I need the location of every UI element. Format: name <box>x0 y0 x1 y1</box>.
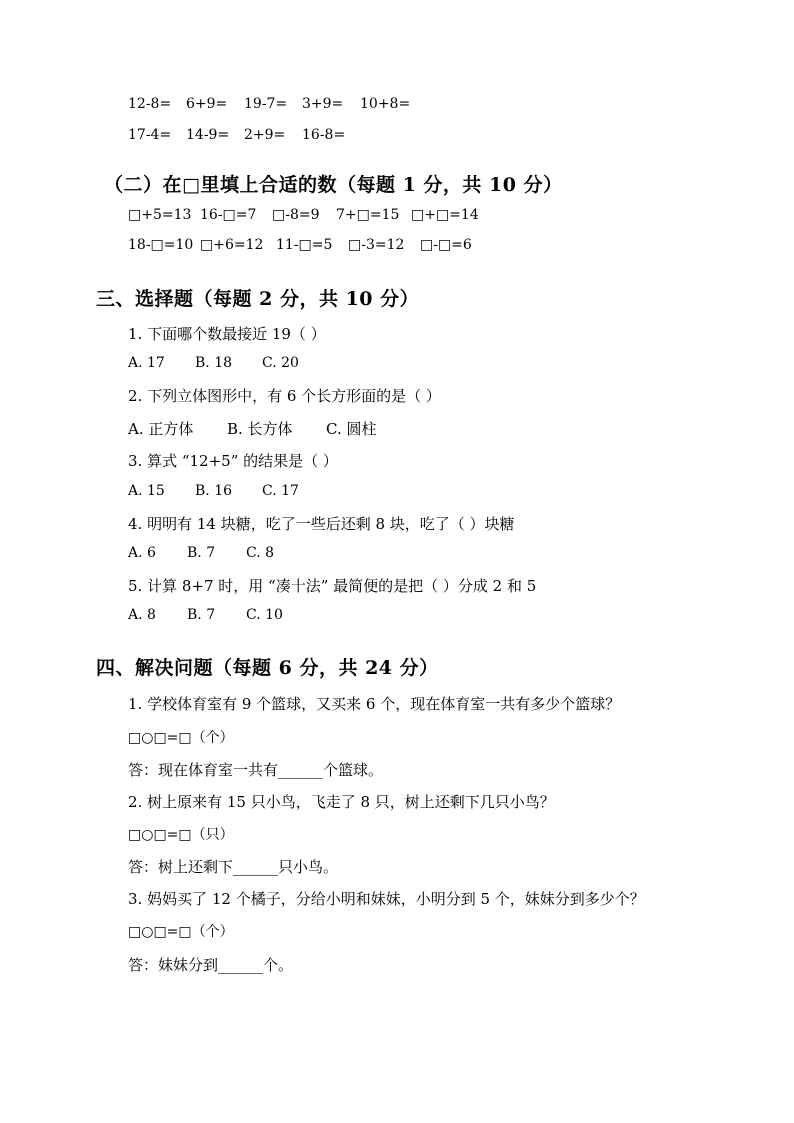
section-4-title: 四、解决问题（每题 6 分，共 24 分） <box>96 657 439 679</box>
answer-2: 答：树上还剩下______只小鸟。 <box>128 858 339 876</box>
choice-a: A. 正方体 <box>128 420 194 438</box>
calc-item: 17-4= <box>128 127 172 143</box>
fill-item: □+6=12 <box>200 237 264 253</box>
choice-c: C. 17 <box>262 483 299 499</box>
choice-a: A. 15 <box>128 483 165 499</box>
question-2: 2. 下列立体图形中，有 6 个长方形面的是（ ） <box>128 387 441 405</box>
choice-b: B. 18 <box>195 355 233 371</box>
answer-1: 答：现在体育室一共有______个篮球。 <box>128 761 384 779</box>
section-2-title: （二）在□里填上合适的数（每题 1 分，共 10 分） <box>104 174 563 196</box>
answer-3: 答：妹妹分到______个。 <box>128 956 294 974</box>
choice-c: C. 20 <box>262 355 299 371</box>
question-4: 4. 明明有 14 块糖，吃了一些后还剩 8 块，吃了（ ）块糖 <box>128 515 515 533</box>
fill-item: □+□=14 <box>411 207 479 223</box>
problem-1: 1. 学校体育室有 9 个篮球，又买来 6 个，现在体育室一共有多少个篮球？ <box>128 695 621 713</box>
problem-3: 3. 妈妈买了 12 个橘子，分给小明和妹妹，小明分到 5 个，妹妹分到多少个？ <box>128 890 645 908</box>
fill-item: □-3=12 <box>348 237 405 253</box>
fill-item: □-□=6 <box>420 237 472 253</box>
choice-c: C. 10 <box>246 607 283 623</box>
fill-row-1 <box>128 207 479 223</box>
question-3: 3. 算式 “12+5” 的结果是（ ） <box>128 452 338 470</box>
choice-b: B. 长方体 <box>227 420 293 438</box>
calc-item: 2+9= <box>244 127 286 143</box>
fill-item: □-8=9 <box>272 207 320 223</box>
calc-item: 16-8= <box>302 127 346 143</box>
equation-3: □○□=□（个） <box>128 924 234 940</box>
section-3-title: 三、选择题（每题 2 分，共 10 分） <box>96 288 420 310</box>
fill-item: 11-□=5 <box>276 237 333 253</box>
choices-2 <box>128 418 376 439</box>
calc-item: 14-9= <box>186 127 230 143</box>
choice-c: C. 圆柱 <box>326 420 377 438</box>
calc-item: 3+9= <box>302 96 344 112</box>
fill-row-2 <box>128 237 472 253</box>
calc-row-1 <box>128 96 410 112</box>
choice-b: B. 7 <box>187 607 216 623</box>
calc-item: 19-7= <box>244 96 288 112</box>
equation-2: □○□=□（只） <box>128 827 234 843</box>
fill-item: 7+□=15 <box>336 207 400 223</box>
choice-a: A. 6 <box>128 545 156 561</box>
calc-item: 12-8= <box>128 96 172 112</box>
problem-2: 2. 树上原来有 15 只小鸟，飞走了 8 只，树上还剩下几只小鸟？ <box>128 793 555 811</box>
choice-a: A. 8 <box>128 607 156 623</box>
choices-3 <box>128 483 299 499</box>
choices-4 <box>128 545 274 561</box>
equation-1: □○□=□（个） <box>128 730 234 746</box>
choice-b: B. 7 <box>187 545 216 561</box>
choices-1 <box>128 355 299 371</box>
choice-a: A. 17 <box>128 355 165 371</box>
fill-item: 16-□=7 <box>200 207 257 223</box>
calc-item: 10+8= <box>360 96 411 112</box>
calc-item: 6+9= <box>186 96 228 112</box>
choices-5 <box>128 607 283 623</box>
question-1: 1. 下面哪个数最接近 19（ ） <box>128 325 326 343</box>
choice-b: B. 16 <box>195 483 233 499</box>
question-5: 5. 计算 8+7 时，用 “凑十法” 最简便的是把（ ）分成 2 和 5 <box>128 577 537 595</box>
fill-item: □+5=13 <box>128 207 192 223</box>
calc-row-2 <box>128 127 345 143</box>
fill-item: 18-□=10 <box>128 237 194 253</box>
choice-c: C. 8 <box>246 545 275 561</box>
